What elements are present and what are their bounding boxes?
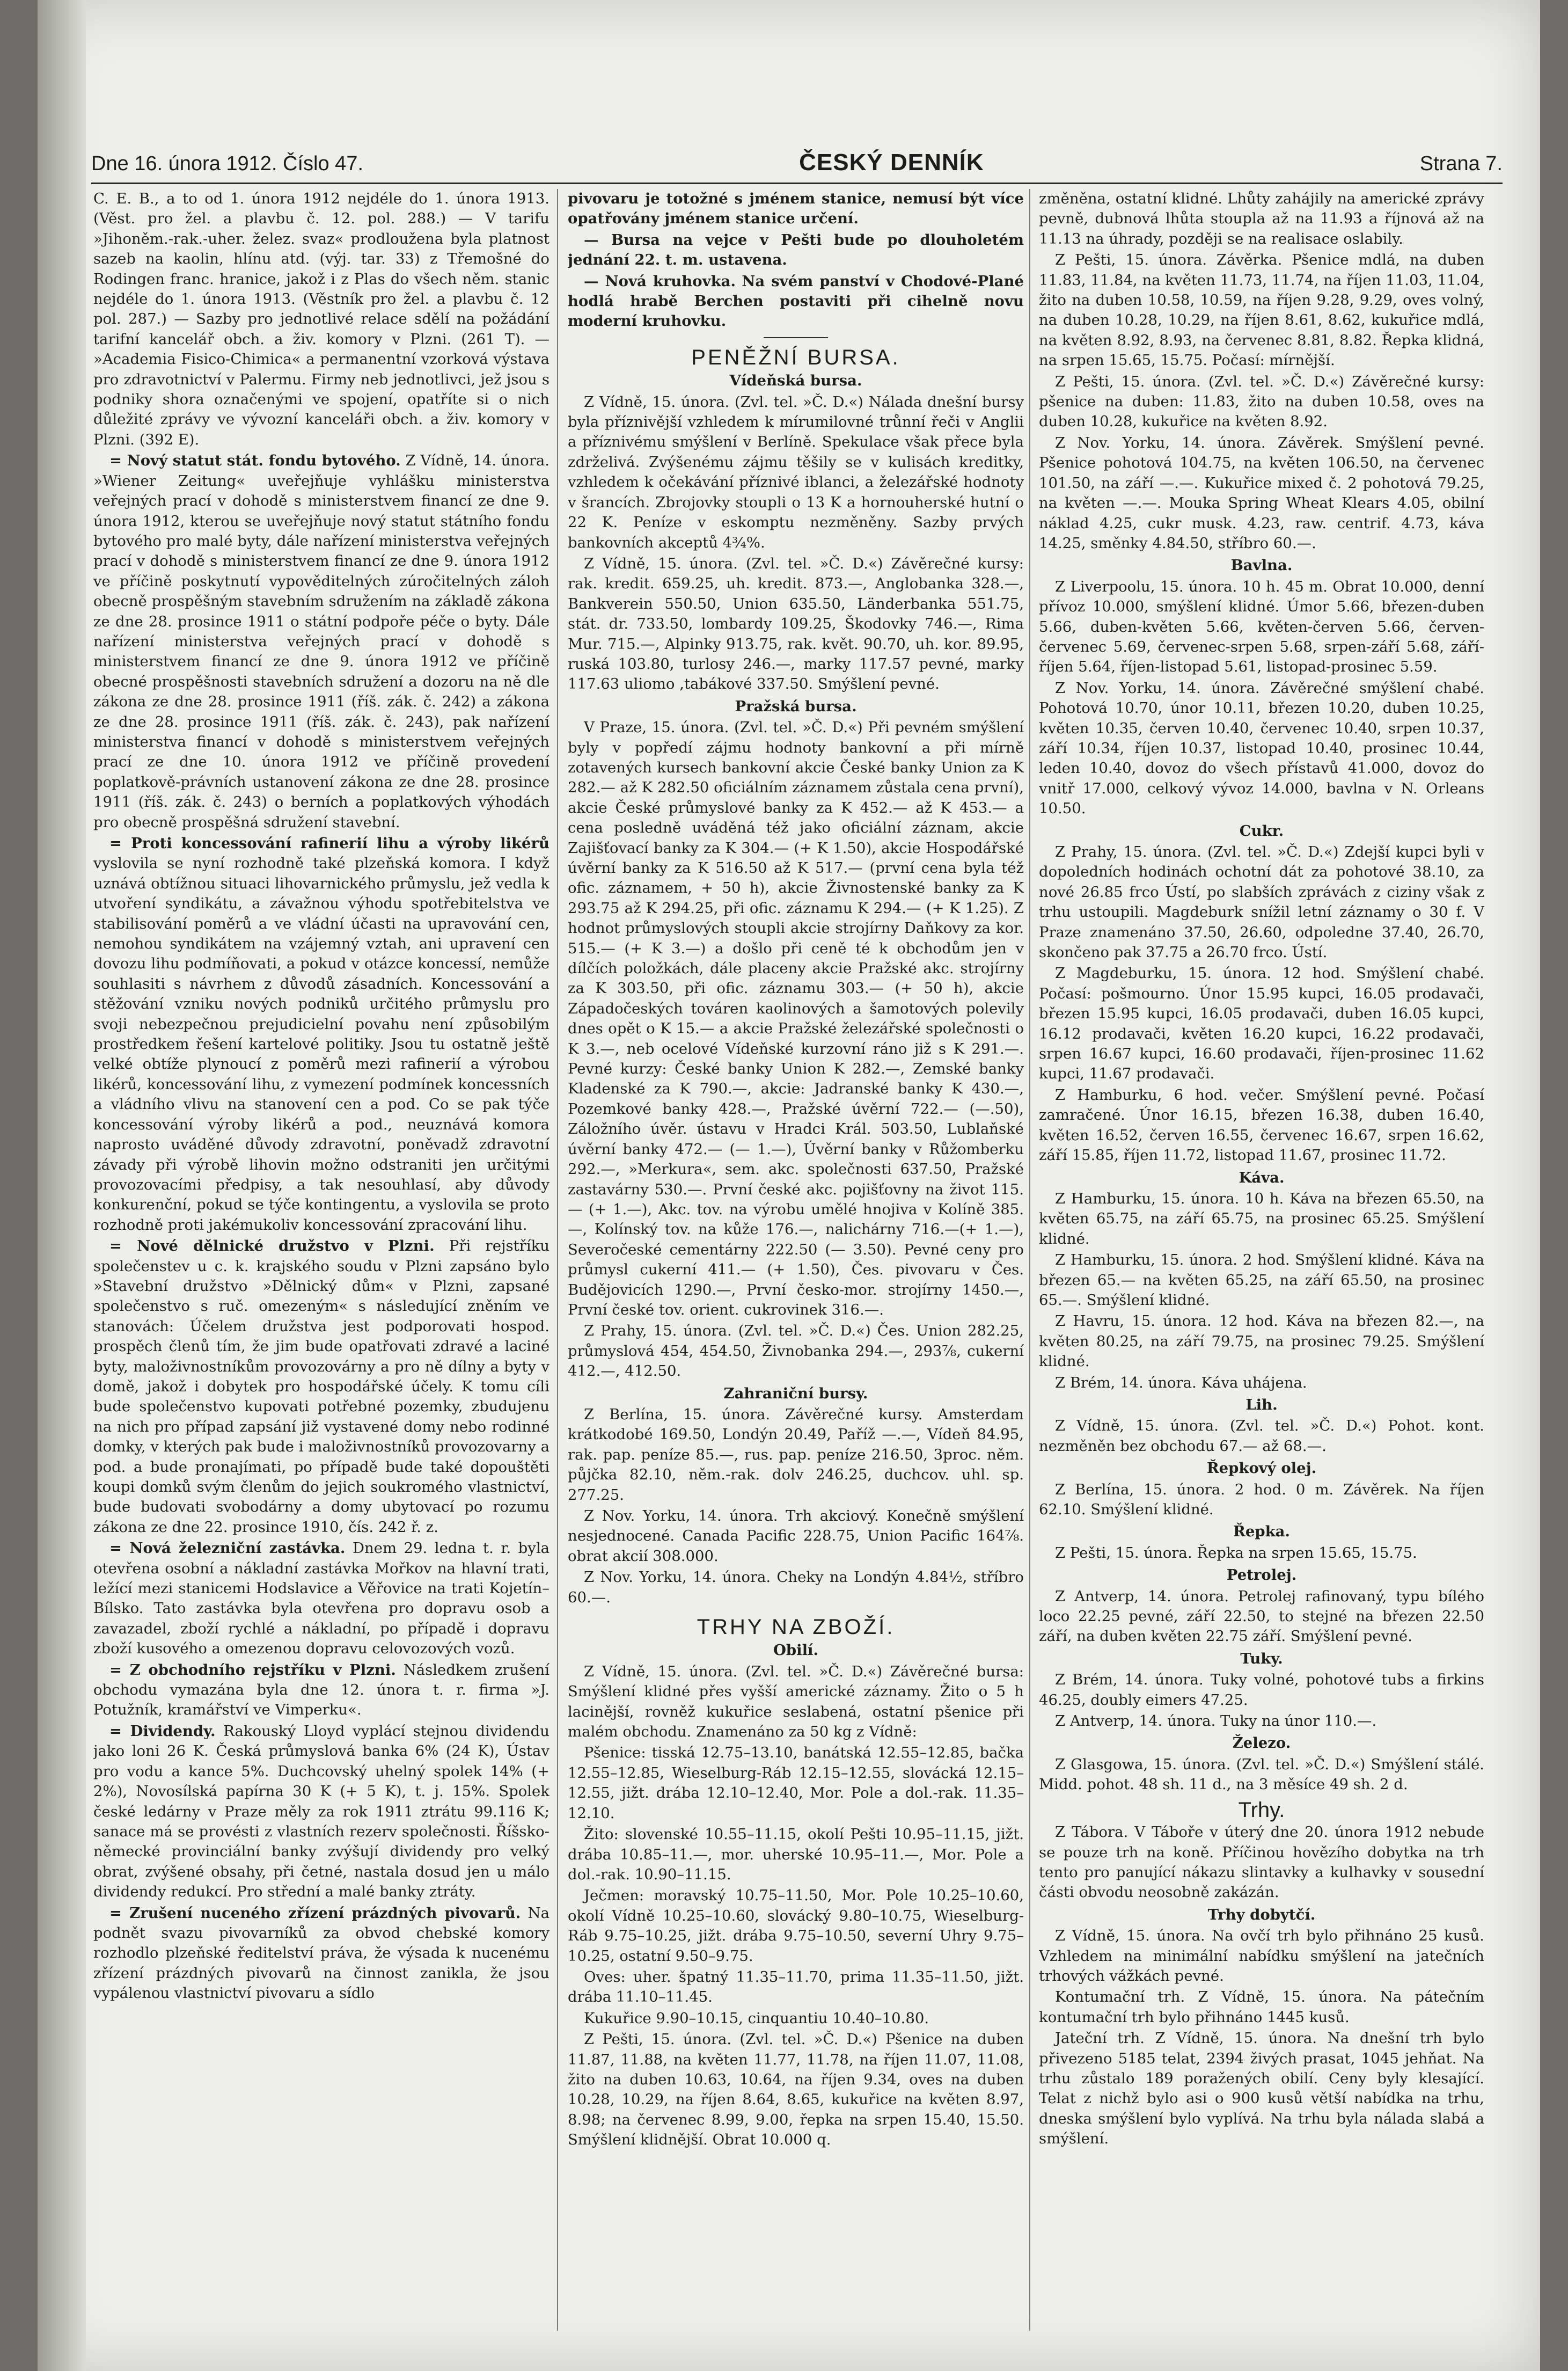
- subsection-title: Lih.: [1245, 1396, 1278, 1413]
- article: [93, 1903, 549, 2004]
- market-report: Z Nov. Yorku, 14. února. Cheky na Londýn 4.84½, stříbro 60.—.: [568, 1568, 1024, 1606]
- market-report: Z Pešti, 15. února. (Zvl. tel. »Č. D.«) Závěrečné kursy: pšenice na duben: 11.83, žito na duben 10.58, oves na duben 10.28, kukuřice na květen 8.92.: [1039, 373, 1484, 431]
- article-heading: — Bursa na vejce v Pešti: [584, 231, 822, 249]
- market-report: Z Hamburku, 15. února. 2 hod. Smýšlení klidné. Káva na březen 65.— na květen 65.25, na září 65.50, na prosinec 65.—. Smýšlení klidné.: [1039, 1251, 1484, 1309]
- subsection-title: Káva.: [1239, 1169, 1285, 1186]
- article-heading: = Z obchodního rejstříku v Plzni.: [109, 1661, 396, 1679]
- market-report: Z Vídně, 15. února. Na ovčí trh bylo přihnáno 25 kusů. Vzhledem na minimální nabídku smýšlení na jatečních trhových vážkách pevné.: [1039, 1927, 1484, 1985]
- subsection-title: Petrolej.: [1226, 1566, 1297, 1584]
- article: [93, 1538, 549, 1659]
- market-report: Pšenice: tisská 12.75–13.10, banátská 12.55–12.85, bačka 12.55–12.85, Wieselburg-Ráb 12.15–12.55, slovácká 12.15–12.55, jižt. drába 12.10–12.40, Mor. Pole a dol.-rak. 11.35–12.10.: [568, 1744, 1024, 1822]
- binding-gutter: [38, 0, 86, 2371]
- article-text: Rakouský Lloyd vyplácí stejnou dividendu jako loni 26 K. Česká průmyslová banka 6% (24 K), Ústav pro vodu a kance 5%. Duchcovský uhelný spolek 14% (+ 2%), Novosílská papírna 30 K (+ 5 K), t. j. 15%. Spolek české ledárny v Praze měly za rok 1911 ztrátu 99.116 K; sanace má se provésti z vlastních rezerv společnosti. Říšsko-německé provinciální banky zvýšují dividendy pro velký obrat, zvýšené obsahy, při četné, nastala dosud jen u málo dividendy redukcí. Pro střední a malé banky ztráty.: [93, 1722, 549, 1901]
- article: [93, 1660, 549, 1720]
- section-title: PENĚŽNÍ BURSA.: [691, 345, 900, 369]
- article: [568, 272, 1024, 332]
- market-report: Žito: slovenské 10.55–11.15, okolí Pešti 10.95–11.15, jižt. drába 10.85–11.—, mor. uherské 10.95–11.—, Mor. Pole a dol.-rak. 10.90–11.15.: [568, 1826, 1024, 1883]
- subsection-title: Řepkový olej.: [1206, 1460, 1317, 1477]
- subsection-title: Cukr.: [1239, 822, 1284, 840]
- article-heading: = Dividendy.: [109, 1722, 216, 1740]
- article-text: Z Vídně, 14. února. »Wiener Zeitung« uveřejňuje vyhlášku ministerstva veřejných prací v dohodě s ministerstvem financí ze dne 9. února 1912, kterou se uveřejňuje nový statut státního fondu bytového pro malé byty, dále nařízení ministerstva veřejných prací v dohodě s ministerstvem financí ze dne 9. února 1912 ve příčině poskytnutí vypověditelných zúročitelných záloh obecně prospěšným stavebním sdružením na základě zákona ze dne 28. prosince 1911 o státní podpoře péče o byty. Dále nařízení ministerstva veřejných prací v dohodě s ministerstvem financí ze dne 9. února 1912 ve příčině obecné prospěšnosti stavebních sdružení a dozoru na ně dle zákona ze dne 28. prosince 1911 (říš. zák. č. 242) a zákona ze dne 28. prosince 1911 (říš. zák. č. 243), pak nařízení ministerstva financí v dohodě s ministerstvem veřejných prací ze dne 10. února 1912 ve příčině provedení poplatkově-právních ustanovení zákona ze dne 28. prosince 1911 (říš. zák. č. 243) o berních a poplatkových výhodách pro obecně prospěšná sdružení stavební.: [93, 452, 549, 831]
- article-heading: = Nové dělnické družstvo v Plzni.: [109, 1237, 435, 1255]
- market-report: Z Vídně, 15. února. (Zvl. tel. »Č. D.«) Závěrečné kursy: rak. kredit. 659.25, uh. kredit. 873.—, Anglobanka 328.—, Bankverein 550.50, Union 635.50, Länderbanka 551.75, stát. dr. 733.50, lombardy 109.25, Škodovky 746.—, Rima Mur. 715.—, Alpinky 913.75, rak. květ. 90.70, uh. kor. 89.95, ruská 103.80, turlosy 246.—, marky 117.57 pevné, marky 117.63 uliomo ,tabákové 337.50. Smýšlení pevné.: [568, 555, 1024, 693]
- newspaper-title: ČESKÝ DENNÍK: [799, 149, 984, 176]
- issue-date: Dne 16. února 1912. Číslo 47.: [91, 152, 364, 175]
- article: [93, 834, 549, 1235]
- market-report: Z Antverp, 14. února. Petrolej rafinovaný, typu bílého loco 22.25 pevné, září 22.50, to stejné na březen 22.50 září, na duben květen 22.75 září. Smýšlení pevné.: [1039, 1587, 1484, 1645]
- article-text: Na svém panství v Chodové-Plané hodlá hrabě Berchen postaviti při cihelně novu moderní kruhovku.: [568, 272, 1024, 330]
- market-report: Z Vídně, 15. února. (Zvl. tel. »Č. D.«) Závěrečné bursa: Smýšlení klidné přes vyšší americké záznamy. Žito o 5 h lacinější, rovněž kukuřice seslabená, ostatní pšenice při malém obchodu. Znamenáno za 50 kg z Vídně:: [568, 1662, 1024, 1741]
- market-report: Z Pešti, 15. února. Řepka na srpen 15.65, 15.75.: [1055, 1544, 1417, 1562]
- subsection-title: Řepka.: [1233, 1523, 1291, 1541]
- article-heading: = Nový statut stát. fondu bytového.: [109, 452, 401, 470]
- subsection-title: Vídeňská bursa.: [729, 372, 862, 390]
- market-report: Z Nov. Yorku, 14. února. Závěrek. Smýšlení pevné. Pšenice pohotová 104.75, na květen 106.50, na červenec 101.50, na září —.—. Kukuřice mixed č. 2 pohotová 79.25, na květen —.—. Mouka Spring Wheat Klears 4.05, obilní náklad 4.25, cukr musk. 4.23, raw. centrif. 4.73, káva 14.25, směnky 4.84.50, stříbro 60.—.: [1039, 434, 1484, 552]
- section-title: Trhy.: [1238, 1798, 1285, 1822]
- market-report: Kontumační trh. Z Vídně, 15. února. Na pátečním kontumační trh bylo přihnáno 1445 kusů.: [1039, 1988, 1484, 2026]
- subsection-title: Tuky.: [1240, 1650, 1283, 1667]
- market-report: Z Antverp, 14. února. Tuky na únor 110.—.: [1055, 1712, 1377, 1730]
- article: [93, 451, 549, 833]
- market-report: Z Pešti, 15. února. (Zvl. tel. »Č. D.«) Pšenice na duben 11.87, 11.88, na květen 11.77, 11.78, na říjen 11.07, 11.08, žito na duben 10.63, 10.64, na říjen 9.34, oves na duben 10.28, 10.29, na říjen 8.64, 8.65, kukuřice na květen 8.97, 8.98; na červenec 8.99, 9.00, řepka na srpen 15.40, 15.50. Smýšlení klidnější. Obrat 10.000 q.: [568, 2031, 1024, 2149]
- subsection-title: Obilí.: [773, 1642, 819, 1659]
- article-text: Při rejstříku společenstev u c. k. krajského soudu v Plzni zapsáno bylo »Stavební družstvo »Dělnický dům« v Plzni, zapsané společenstvo s ruč. omezeným« s následující zněním ve stanovách: Účelem družstva jest podporovati hospod. prospěch členů tím, že jim bude opatřovati zdravé a laciné byty, maloživnostníkům provozovárny a pro ně dílny a byty v domě, jakož i dobytek pro hospodářské účely. K tomu cíli bude společenstvo kupovati potřebné pozemky, zbudujenu na nich pro případ zapsání již vystavené domy nebo rodinné domky, v kterých pak bude i maloživnostníků provozovarny a pod. a bude pronajímati, po případě bude také dopouštěti koupi domků svým členům do jejich soukromého vlastnictví, bude budovati svobodárny a domy ubytovací po rozumu zákona ze dne 22. prosince 1910, čís. 242 ř. z.: [93, 1237, 549, 1536]
- subsection-title: Bavlna.: [1230, 557, 1293, 574]
- market-report: Kukuřice 9.90–10.15, cinquantiu 10.40–10.80.: [584, 2009, 929, 2027]
- article-heading: = Nová železniční zastávka.: [109, 1540, 346, 1557]
- subsection-title: Železo.: [1232, 1734, 1291, 1752]
- market-report: Oves: uher. špatný 11.35–11.70, prima 11.35–11.50, jižt. drába 11.10–11.45.: [568, 1968, 1024, 2006]
- market-report: Z Prahy, 15. února. (Zvl. tel. »Č. D.«) Čes. Union 282.25, průmyslová 454, 454.50, Živnobanka 294.—, 293⅞, cukerní 412.—, 412.50.: [568, 1322, 1024, 1380]
- market-report: Z Berlína, 15. února. 2 hod. 0 m. Závěrek. Na říjen 62.10. Smýšlení klidné.: [1039, 1480, 1484, 1518]
- market-report: Z Nov. Yorku, 14. února. Trh akciový. Konečně smýšlení nesjednocené. Canada Pacific 228.75, Union Pacific 164⅞. obrat akcií 308.000.: [568, 1507, 1024, 1565]
- subsection-title: Pražská bursa.: [735, 697, 857, 715]
- article-text: Následkem zrušení obchodu vymazána byla dne 12. února t. r. firma »J. Potužník, kramářství ve Vimperku«.: [93, 1661, 549, 1719]
- page-header: [91, 149, 1503, 180]
- column-2: [568, 189, 1024, 2331]
- article-text: bude po dlouholetém jednání 22. t. m. ustavena.: [568, 231, 1024, 269]
- market-report: Z Magdeburku, 15. února. 12 hod. Smýšlení chabé. Počasí: pošmourno. Únor 15.95 kupci, 16.05 prodavači, březen 15.95 kupci, 16.05 prodavači, duben 16.05 kupci, 16.12 prodavači, květen 16.20 kupci, 16.22 prodavači, srpen 16.67 kupci, 16.60 prodavači, říjen-prosinec 11.62 kupci, 11.67 prodavači.: [1039, 965, 1484, 1083]
- market-report: Z Havru, 15. února. 12 hod. Káva na březen 82.—, na květen 80.25, na září 79.75, na prosinec 79.25. Smýšlení klidné.: [1039, 1312, 1484, 1370]
- article-text: vyslovila se nyní rozhodně také plzeňská komora. I když uznává obtížnou situaci lihovarnického průmyslu, jež vedla k utvoření syndikátu, a závažnou výhodu spotřebitelstva ve stabilisování poměrů a ve vládní účasti na upravování cen, nemohou syndikátem na vzájemný vztah, ani upravení cen dovozu lihu podmíňovati, a pokud v otázce koncessí, nemůže souhlasiti s návrhem z důvodů zásadních. Koncessování a stěžování vzniku nových podniků určitého průmyslu pro svoji nebezpečnou prejudicielní povahu není způsobilým prostředkem řešení kartelové politiky. Jsou tu ostatně ještě velké obtíže plynoucí z poměrů mezi rafinerií a výrobou likérů, koncessování lihu, z vymezení podmínek koncessních a vládního vlivu na stanovení cen a pod. Co se pak týče koncessování výroby likérů a pod., neuznává komora naprosto uváděné důvody zdravotní, poněvadž zdravotní závady při výrobě lihovin možno odstraniti jen určitými provozovacími předpisy, a tak nesouhlasí, aby důvody konkurenční, pokud se týče kontingentu, a vyslovila se proto rozhodně proti jakémukoliv koncessování zpracování lihu.: [93, 855, 549, 1234]
- section-title: TRHY NA ZBOŽÍ.: [697, 1615, 895, 1639]
- newspaper-page: [38, 0, 1540, 2371]
- article: [93, 1721, 549, 1902]
- market-report: Z Prahy, 15. února. (Zvl. tel. »Č. D.«) Zdejší kupci byli v dopoledních hodinách ochotní dát za pohotové 38.10, za nové 26.85 frco Ústí, po slabších zprávách z ciziny však z trhu ustoupili. Magdeburk snížil letní záznamy o 30 f. V Praze znamenáno 37.50, 26.60, odpoledne 37.40, 26.70, skončeno pak 37.75 a 26.70 frco. Ústí.: [1039, 843, 1484, 961]
- market-report: Z Vídně, 15. února. (Zvl. tel. »Č. D.«) Nálada dnešní bursy byla příznivější vzhledem k mírumilovné trůnní řeči v Anglii a příznivému smýšlení v Berlíně. Spekulace však přece byla zdrželivá. Zvýšenému zájmu těšily se v kulisách kreditky, vzhledem k očekávání příznivé iblanci, a železářské hodnoty v šrancích. Zbrojovky stoupli o 13 K a hornouherské hutní o 22 K. Peníze v eskomptu nezměněny. Sazby prvých bankovních akceptů 4¾%.: [568, 393, 1024, 551]
- market-report: změněna, ostatní klidné. Lhůty zahájily na americké zprávy pevně, dubnová lhůta stoupla až na 11.93 a říjnová až na 11.13 na úhrady, později se na realisace oslabily.: [1039, 190, 1484, 247]
- column-3: [1039, 189, 1484, 2331]
- page-number: Strana 7.: [1419, 152, 1503, 175]
- article-text: Na podnět svazu pivovarníků za obvod chebské komory rozhodlo plzeňské ředitelství práva, že výsada k nucenému zřízení prázdných pivovarů na činnost zanikla, že jsou vypálenou vlastnictví pivovaru a sídlo: [93, 1904, 549, 2002]
- market-report: V Praze, 15. února. (Zvl. tel. »Č. D.«) Při pevném smýšlení byly v popředí zájmu hodnoty bankovní a při mírně zotavených kursech bankovní akcie České banky Union za K 282.— až K 282.50 oficiálním záznamem zůstala cena první), akcie České průmyslové banky za K 452.— až K 453.— a cena posledně uváděná též jako oficiální záznam, akcie Zajišťovací banky za K 304.— (+ K 1.50), akcie Hospodářské úvěrní banky za K 516.50 až K 517.— (první cena byla též ofic. záznamem, + 50 h), akcie Živnostenské banky za K 293.75 až K 294.25, při ofic. záznamu K 294.— (+ K 1.25). Z hodnot průmyslových stoupli akcie strojírny Daňkovy za kor. 515.— (+ K 3.—) a došlo při ceně té k obchodům jen v dílčích položkách, dále placeny akcie Pražské akc. strojírny za K 303.50, při ofic. záznamu 303.— (+ 50 h), akcie Západočeských továren kaolinových a šamotových polevily dnes opět o K 15.— a akcie Pražské železářské společnosti o K 3.—, neb ocelové Vídeňské kurzovní ráno již s K 291.—. Pevné kurzy: České banky Union K 282.—, Zemské banky Kladenské za K 790.—, akcie: Jadranské banky K 430.—, Pozemkové banky 428.—, Pražské úvěrní 722.— (—.50), Záložního úvěr. ústavu v Hradci Král. 503.50, Lublaňské úvěrní banky 472.— (— 1.—), Úvěrní banky v Růžomberku 292.—, »Merkura«, sem. akc. společnosti 637.50, Pražské zastavárny 530.—. První české akc. pojišťovny na život 115.— (+ 1.—), Akc. tov. na výrobu umělé hnojiva v Kolíně 385.—, Kolínský tov. na kůže 176.—, nalichárny 716.—(+ 1.—), Severočeské cementárny 222.50 (— 3.50). Pevné ceny pro průmysl cukerní 411.— (+ 1.50), Čes. pivovaru v Čes. Budějovicích 1290.—, První česko-mor. strojírny 1450.—, První české tov. orient. cukrovinek 316.—.: [568, 719, 1024, 1318]
- article-heading: = Proti koncessování rafinerií lihu a výroby likérů: [109, 835, 549, 852]
- market-report: Z Brém, 14. února. Tuky volné, pohotové tubs a firkins 46.25, doubly eimers 47.25.: [1039, 1671, 1484, 1709]
- article-text: C. E. B., a to od 1. února 1912 nejdéle do 1. února 1913. (Věst. pro žel. a plavbu č. 12. pol. 288.) — V tarifu »Jihoněm.-rak.-uher. želez. svaz« prodloužena byla platnost sazeb na kaolin, hlínu atd. (výj. tar. 33) z Třemošné do Rodingen franc. hranice, jakož i z Plas do všech něm. stanic nejdéle do 1. února 1913. (Věstník pro žel. a plavbu č. 12 pol. 287.) — Sazby pro jednotlivé relace sdělí na požádání tarifní kancelář obch. a živ. komory v Plzni. (261 T). — »Academia Fisico-Chimica« a permanentní vzorková výstava pro zdravotnictví v Palermu. Firmy neb jednotlivci, jež jsou s podniky shora označenými ve spojení, opatříte si o nich důležité zprávy ve vývozní kanceláři obch. a živ. komory v Plzni. (392 E).: [93, 190, 549, 448]
- article-heading: = Zrušení nuceného zřízení prázdných pivovarů.: [109, 1904, 521, 1922]
- article: [93, 1236, 549, 1537]
- article: [568, 230, 1024, 271]
- market-report: Ječmen: moravský 10.75–11.50, Mor. Pole 10.25–10.60, okolí Vídně 10.25–10.60, slovácký 9.80–10.75, Wieselburg-Ráb 9.75–10.25, jižt. drába 9.75–10.50, severní Uhry 9.75–10.25, ostatní 9.50–9.75.: [568, 1887, 1024, 1965]
- market-report: Z Tábora. V Táboře v úterý dne 20. února 1912 nebude se pouze trh na koně. Příčinou hovězího dobytka na trh tento pro panující nákazu slintavky a kulhavky v sousední části obvodu neosobně zakázán.: [1039, 1823, 1484, 1901]
- market-report: Z Berlína, 15. února. Závěrečné kursy. Amsterdam krátkodobé 169.50, Londýn 20.49, Paříž —.—, Vídeň 84.95, rak. pap. peníze 85.—, rus. pap. peníze 216.50, 3proc. něm. půjčka 82.10, něm.-rak. dolv 246.25, duchcov. uhl. sp. 277.25.: [568, 1405, 1024, 1504]
- article-heading: — Nová kruhovka.: [584, 272, 736, 290]
- market-report: Z Brém, 14. února. Káva uhájena.: [1055, 1374, 1307, 1391]
- article-text: pivovaru je totožné s jménem stanice, nemusí být více opatřovány jménem stanice určení.: [568, 190, 1024, 228]
- market-report: Z Vídně, 15. února. (Zvl. tel. »Č. D.«) Pohot. kont. nezměněn bez obchodu 67.— až 68.—.: [1039, 1417, 1484, 1455]
- article-text: Dnem 29. ledna t. r. byla otevřena osobní a nákladní zastávka Mořkov na hlavní trati, ležící mezi stanicemi Hodslavice a Věřovice na trati Kojetín–Bílsko. Tato zastávka byla otevřena pro dopravu osob a zavazadel, zboží rychlé a nákladní, po případě i dopravu zboží kusového a omezenou dopravu celovozových vozů.: [93, 1540, 549, 1658]
- subsection-title: Trhy dobytčí.: [1207, 1906, 1316, 1923]
- subsection-title: Zahraniční bursy.: [723, 1384, 868, 1402]
- column-divider: [1029, 189, 1030, 2331]
- market-report: Z Hamburku, 15. února. 10 h. Káva na březen 65.50, na květen 65.75, na září 65.75, na prosinec 65.25. Smýšlení klidné.: [1039, 1190, 1484, 1247]
- market-report: Jateční trh. Z Vídně, 15. února. Na dnešní trh bylo přivezeno 5185 telat, 2394 živých prasat, 1045 jehňat. Na trhu zůstalo 189 poražených obilí. Ceny byly klesající. Telat z nichž bylo asi o 900 kusů větší nabídka na trhu, dneska smýšlení bylo vyplívá. Na trhu byla nálada slabá a smýšlení.: [1039, 2030, 1484, 2148]
- market-report: Z Glasgowa, 15. února. (Zvl. tel. »Č. D.«) Smýšlení stálé. Midd. pohot. 48 sh. 11 d., na 3 měsíce 49 sh. 2 d.: [1039, 1755, 1484, 1793]
- separator: [764, 337, 828, 338]
- market-report: Z Hamburku, 6 hod. večer. Smýšlení pevné. Počasí zamračené. Únor 16.15, březen 16.38, duben 16.40, květen 16.52, červen 16.55, červenec 16.67, srpen 16.62, září 15.85, říjen 11.72, listopad 11.67, prosinec 11.72.: [1039, 1086, 1484, 1164]
- header-rule: [91, 183, 1503, 184]
- market-report: Z Nov. Yorku, 14. února. Závěrečné smýšlení chabé. Pohotová 10.70, únor 10.11, březen 10.20, duben 10.25, květen 10.35, červen 10.40, červenec 10.40, srpen 10.37, září 10.34, říjen 10.37, listopad 10.40, prosinec 10.44, leden 10.40, dovoz do všech přístavů 41.000, dovoz do vnitř 17.000, celkový vývoz 14.000, bavlna v N. Orleans 10.50.: [1039, 679, 1484, 818]
- market-report: Z Liverpoolu, 15. února. 10 h. 45 m. Obrat 10.000, denní přívoz 10.000, smýšlení klidné. Úmor 5.66, březen-duben 5.66, duben-květen 5.66, květen-červen 5.66, červen-červenec 5.69, červenec-srpen 5.68, srpen-září 5.68, září-říjen 5.64, říjen-listopad 5.61, listopad-prosinec 5.59.: [1039, 578, 1484, 676]
- column-divider: [557, 189, 558, 2331]
- market-report: Z Pešti, 15. února. Závěrka. Pšenice mdlá, na duben 11.83, 11.84, na květen 11.73, 11.74, na říjen 11.03, 11.04, žito na duben 10.58, 10.59, na říjen 9.28, 9.29, oves volný, na duben 10.28, 10.29, na říjen 8.61, 8.62, kukuřice mdlá, na květen 8.92, 8.93, na červenec 8.81, 8.82. Řepka klidná, na srpen 15.65, 15.75. Počasí: mírnější.: [1039, 251, 1484, 369]
- column-1: [93, 189, 549, 2331]
